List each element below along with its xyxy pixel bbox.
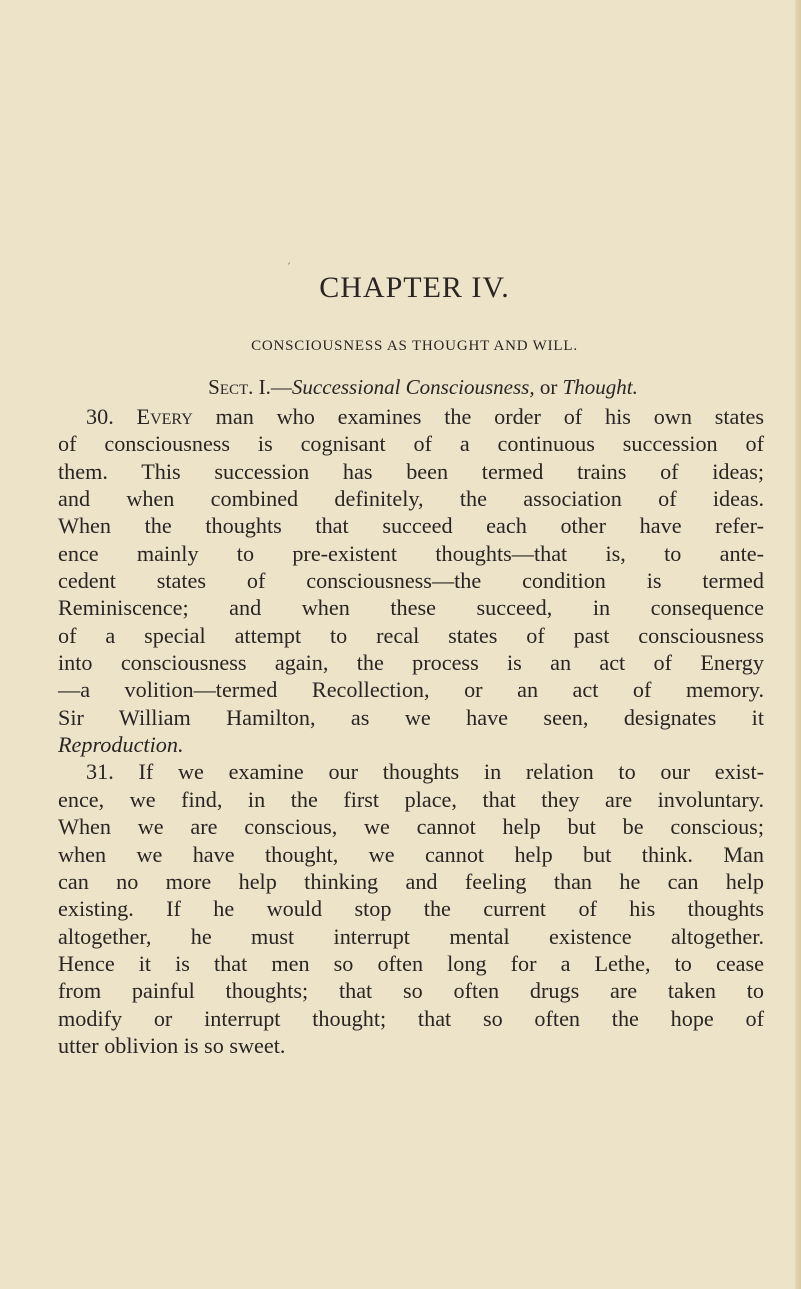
page-edge [795, 0, 801, 1289]
paragraph-31-line: utter oblivion is so sweet. [58, 1032, 286, 1058]
paragraph-31-line: 31. If we examine our thoughts in relation to our exist- [86, 759, 764, 785]
section-label: Sect. I. [208, 375, 271, 399]
paragraph-31-line: when we have thought, we cannot help but think. Man [58, 841, 764, 867]
paragraph-30-line: ence mainly to pre-existent thoughts—that is, to ante- [58, 540, 764, 566]
paragraph-30-line: Sir William Hamilton, as we have seen, designates it [58, 704, 764, 730]
paragraph-31-line: altogether, he must interrupt mental existence altogether. [58, 923, 764, 949]
paragraph-31-line: Hence it is that men so often long for a Lethe, to cease [58, 950, 764, 976]
paragraph-30-line: into consciousness again, the process is an act of Energy [58, 650, 764, 676]
chapter-title: CHAPTER IV. [319, 271, 510, 304]
paragraph-30-line [58, 403, 764, 430]
paragraph-number: 30. [86, 404, 137, 429]
paragraph-31-line: ence, we find, in the first place, that they are involuntary. [58, 786, 764, 812]
section-connector: or [534, 375, 563, 399]
paragraph-30-line: of consciousness is cognisant of a continuous succession of [58, 431, 764, 457]
paragraph-30-line: and when combined definitely, the association of ideas. [58, 486, 764, 512]
paragraph-31-line: modify or interrupt thought; that so often the hope of [58, 1005, 764, 1031]
paragraph-30-line: When the thoughts that succeed each other have refer- [58, 513, 764, 539]
paragraph-31-line: from painful thoughts; that so often drugs are taken to [58, 978, 764, 1004]
section-heading [83, 372, 763, 402]
text-run: man who examines the order of his own states [192, 404, 765, 429]
paragraph-30-line: cedent states of consciousness—the condition is termed [58, 568, 764, 594]
paragraph-30-line: —a volition—termed Recollection, or an act of memory. [58, 677, 764, 703]
italic-term: Reproduction. [58, 732, 184, 758]
paragraph-lead-word: Every [136, 404, 193, 429]
paragraph-30-line: Reminiscence; and when these succeed, in consequence [58, 595, 764, 621]
paragraph-30-line [58, 731, 764, 758]
body-text [58, 403, 764, 1059]
section-dash: — [270, 375, 292, 399]
section-title-part-1: Successional Consciousness, [291, 375, 535, 399]
paragraph-31-line: existing. If he would stop the current of his thoughts [58, 896, 764, 922]
paragraph-31-line: When we are conscious, we cannot help but be conscious; [58, 814, 764, 840]
paragraph-30-line: of a special attempt to recal states of past consciousness [58, 622, 764, 648]
section-title-part-2: Thought. [562, 375, 638, 399]
chapter-subtitle: CONSCIOUSNESS AS THOUGHT AND WILL. [251, 338, 578, 354]
paragraph-30-line: them. This succession has been termed trains of ideas; [58, 458, 764, 484]
paragraph-31-line: can no more help thinking and feeling than he can help [58, 868, 764, 894]
